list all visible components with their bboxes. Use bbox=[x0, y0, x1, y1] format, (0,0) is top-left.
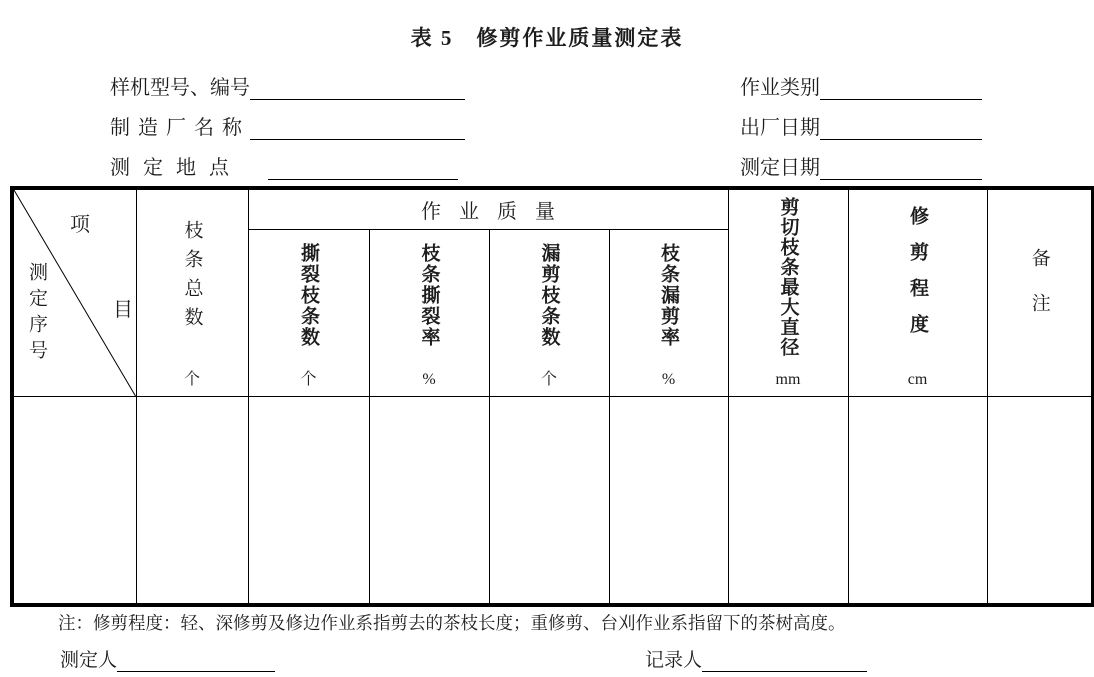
field-location-label: 测定地点 bbox=[110, 157, 242, 179]
table-cell-remarks[interactable] bbox=[987, 397, 1093, 606]
field-machine-model-input[interactable] bbox=[250, 75, 465, 100]
table-cell-max-diameter[interactable] bbox=[728, 397, 848, 606]
header-prune-degree-text: 修剪程度 bbox=[907, 206, 928, 350]
table-cell-total[interactable] bbox=[136, 397, 248, 606]
field-manufacturer-input[interactable] bbox=[250, 115, 465, 140]
header-torn-count-text: 撕裂枝条数 bbox=[298, 243, 319, 348]
header-prune-degree-unit: cm bbox=[907, 371, 928, 388]
corner-row-label bbox=[27, 262, 46, 371]
page-title: 表 5 修剪作业质量测定表 bbox=[410, 26, 684, 50]
table-cell-torn-count[interactable] bbox=[248, 397, 369, 606]
field-manufacturer bbox=[110, 112, 465, 140]
field-factory-date-input[interactable] bbox=[820, 115, 982, 140]
header-missed-rate-text: 枝条漏剪率 bbox=[658, 243, 679, 348]
field-operation-type bbox=[740, 72, 982, 100]
measurement-table bbox=[10, 186, 1094, 607]
field-measurer-input[interactable] bbox=[117, 649, 275, 672]
header-torn-rate-unit: % bbox=[422, 371, 436, 388]
corner-header-cell bbox=[12, 188, 136, 397]
table-cell-missed-rate[interactable] bbox=[609, 397, 728, 606]
header-remarks bbox=[987, 188, 1093, 397]
footnote: 注：修剪程度：轻、深修剪及修边作业系指剪去的茶枝长度；重修剪、台刈作业系指留下的茶树高度。 bbox=[58, 613, 846, 633]
field-measurer-label: 测定人 bbox=[60, 650, 118, 671]
header-prune-degree bbox=[848, 188, 987, 397]
field-manufacturer-label: 制造厂名称 bbox=[110, 117, 250, 139]
header-torn-rate-text: 枝条撕裂率 bbox=[418, 243, 440, 348]
corner-row-label-text: 测定序号 bbox=[26, 262, 47, 366]
table-cell-torn-rate[interactable] bbox=[369, 397, 489, 606]
field-measure-date-input[interactable] bbox=[820, 155, 982, 180]
table-cell-prune-degree[interactable] bbox=[848, 397, 987, 606]
table-cell-missed-count[interactable] bbox=[489, 397, 609, 606]
field-location-input[interactable] bbox=[268, 155, 458, 180]
header-max-diameter-text: 剪切枝条最大直径 bbox=[777, 197, 799, 357]
field-factory-date bbox=[740, 112, 982, 140]
header-missed-rate-unit: % bbox=[661, 371, 676, 388]
field-recorder-label: 记录人 bbox=[645, 650, 703, 671]
field-measure-date bbox=[740, 152, 982, 180]
field-recorder bbox=[645, 646, 867, 672]
field-machine-model bbox=[110, 72, 465, 100]
table-cell-seq[interactable] bbox=[12, 397, 136, 606]
field-measure-date-label: 测定日期 bbox=[740, 157, 820, 179]
header-torn-count-unit: 个 bbox=[300, 371, 317, 388]
corner-label-item-bottom: 目 bbox=[113, 299, 133, 321]
header-total-branches-text: 枝条总数 bbox=[181, 220, 203, 336]
header-total-branches bbox=[136, 188, 248, 397]
header-total-branches-unit: 个 bbox=[183, 371, 200, 388]
header-missed-count-text: 漏剪枝条数 bbox=[538, 243, 560, 348]
header-missed-count-unit: 个 bbox=[540, 371, 557, 388]
header-torn-count bbox=[248, 230, 369, 397]
header-work-quality-group: 作业质量 bbox=[248, 188, 728, 230]
header-max-diameter bbox=[728, 188, 848, 397]
header-missed-count bbox=[489, 230, 609, 397]
field-recorder-input[interactable] bbox=[702, 649, 867, 672]
header-torn-rate bbox=[369, 230, 489, 397]
header-remarks-text: 备注 bbox=[1028, 248, 1050, 338]
header-max-diameter-unit: mm bbox=[775, 371, 801, 388]
field-operation-type-input[interactable] bbox=[820, 75, 982, 100]
field-machine-model-label: 样机型号、编号 bbox=[110, 77, 250, 99]
field-operation-type-label: 作业类别 bbox=[740, 77, 820, 99]
field-location bbox=[110, 152, 458, 180]
header-missed-rate bbox=[609, 230, 728, 397]
field-factory-date-label: 出厂日期 bbox=[740, 117, 820, 139]
corner-label-item-top: 项 bbox=[70, 214, 90, 236]
field-measurer bbox=[60, 646, 275, 672]
